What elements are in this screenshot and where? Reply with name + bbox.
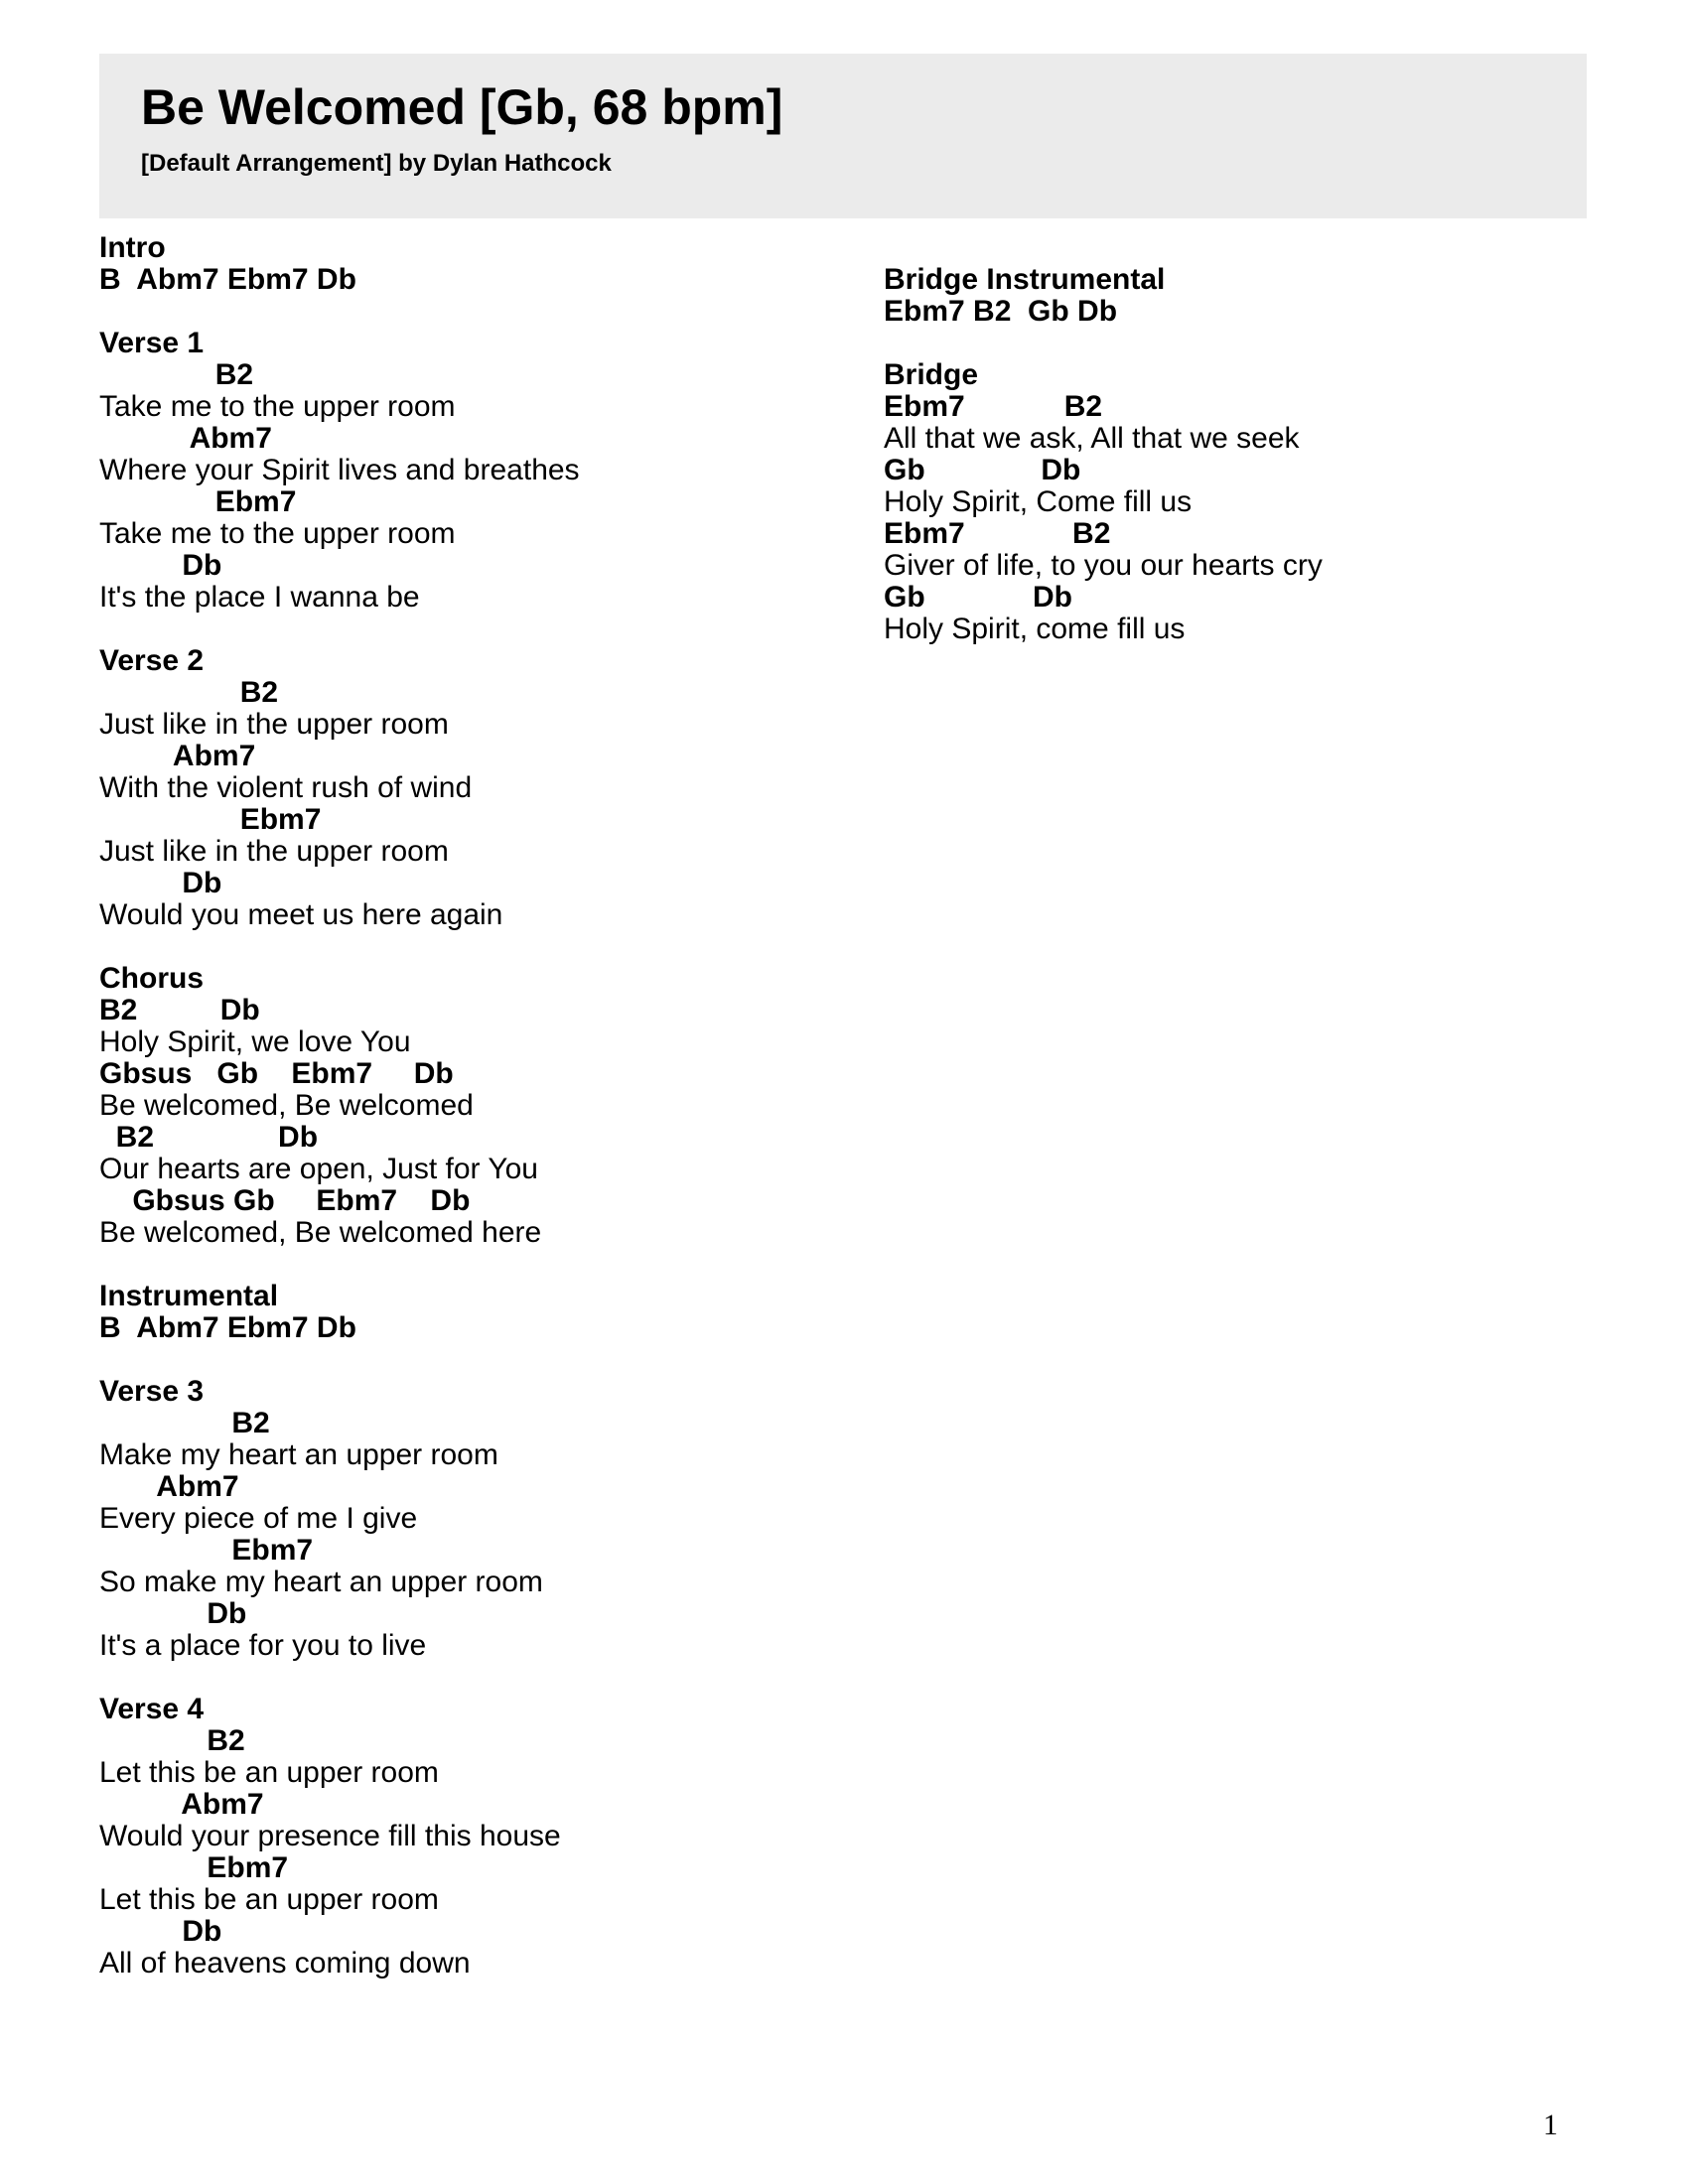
chord-line: Db xyxy=(99,1915,222,1948)
song-section xyxy=(884,264,1638,328)
lyric-line: Holy Spirit, we love You xyxy=(99,1025,411,1058)
chord-line: B2 xyxy=(99,1724,245,1757)
song-section xyxy=(884,359,1638,645)
lyric-line: Giver of life, to you our hearts cry xyxy=(884,549,1323,582)
section-title: Verse 4 xyxy=(99,1693,205,1725)
chord-line: Ebm7 B2 xyxy=(884,390,1103,423)
song-section xyxy=(99,328,854,614)
lyric-line: Let this be an upper room xyxy=(99,1883,439,1916)
chord-line: Db xyxy=(99,549,222,582)
chord-line: Abm7 xyxy=(99,422,272,455)
lyric-line: Every piece of me I give xyxy=(99,1502,418,1535)
chord-line: B Abm7 Ebm7 Db xyxy=(99,263,356,296)
lyric-line: All of heavens coming down xyxy=(99,1947,471,1979)
section-title: Intro xyxy=(99,231,166,264)
lyric-line: Just like in the upper room xyxy=(99,708,449,741)
lyric-line: So make my heart an upper room xyxy=(99,1566,543,1598)
chord-line: Ebm7 B2 Gb Db xyxy=(884,295,1118,328)
right-column xyxy=(884,264,1638,677)
lyric-line: It's the place I wanna be xyxy=(99,581,420,614)
lyric-line: Would your presence fill this house xyxy=(99,1820,561,1852)
chord-line: Ebm7 B2 xyxy=(884,517,1111,550)
section-title: Verse 1 xyxy=(99,327,205,359)
chord-line: B2 Db xyxy=(99,1121,319,1154)
chord-line: Gb Db xyxy=(884,454,1081,486)
song-subtitle: [Default Arrangement] by Dylan Hathcock xyxy=(141,150,612,177)
chord-line: Abm7 xyxy=(99,1788,264,1821)
chord-line: B Abm7 Ebm7 Db xyxy=(99,1311,356,1344)
section-title: Instrumental xyxy=(99,1280,279,1312)
song-section xyxy=(99,1281,854,1344)
chord-line: Abm7 xyxy=(99,740,256,772)
section-title: Chorus xyxy=(99,962,204,995)
chord-line: Db xyxy=(99,867,222,899)
lyric-line: Would you meet us here again xyxy=(99,898,503,931)
chord-line: Ebm7 xyxy=(99,1534,314,1567)
lyric-line: Our hearts are open, Just for You xyxy=(99,1153,538,1185)
lyric-line: Be welcomed, Be welcomed here xyxy=(99,1216,542,1249)
song-section xyxy=(99,963,854,1249)
lyric-line: Holy Spirit, come fill us xyxy=(884,613,1186,645)
section-title: Bridge xyxy=(884,358,979,391)
chord-line: Gb Db xyxy=(884,581,1073,614)
chord-line: Db xyxy=(99,1597,247,1630)
lyric-line: It's a place for you to live xyxy=(99,1629,427,1662)
song-section xyxy=(99,1376,854,1662)
song-section xyxy=(99,1694,854,1979)
header-banner xyxy=(99,54,1587,218)
lyric-line: Be welcomed, Be welcomed xyxy=(99,1089,474,1122)
lyric-line: Take me to the upper room xyxy=(99,390,456,423)
left-column xyxy=(99,232,854,2011)
chord-line: Gbsus Gb Ebm7 Db xyxy=(99,1057,454,1090)
lyric-line: Just like in the upper room xyxy=(99,835,449,868)
song-title: Be Welcomed [Gb, 68 bpm] xyxy=(141,79,783,135)
chord-line: Ebm7 xyxy=(99,803,322,836)
song-section xyxy=(99,645,854,931)
chord-line: Abm7 xyxy=(99,1470,239,1503)
lyric-line: Let this be an upper room xyxy=(99,1756,439,1789)
section-title: Verse 3 xyxy=(99,1375,205,1408)
chord-line: B2 Db xyxy=(99,994,260,1026)
page-number: 1 xyxy=(1543,2109,1558,2141)
lyric-line: Where your Spirit lives and breathes xyxy=(99,454,580,486)
song-section xyxy=(99,232,854,296)
lyric-line: Make my heart an upper room xyxy=(99,1438,498,1471)
lyric-line: Holy Spirit, Come fill us xyxy=(884,485,1193,518)
chord-line: Ebm7 xyxy=(99,485,297,518)
chord-line: B2 xyxy=(99,676,279,709)
lyric-line: Take me to the upper room xyxy=(99,517,456,550)
chord-line: B2 xyxy=(99,1407,270,1439)
lyric-line: All that we ask, All that we seek xyxy=(884,422,1300,455)
section-title: Bridge Instrumental xyxy=(884,263,1166,296)
chord-line: B2 xyxy=(99,358,254,391)
lyric-line: With the violent rush of wind xyxy=(99,771,473,804)
chord-line: Gbsus Gb Ebm7 Db xyxy=(99,1184,471,1217)
section-title: Verse 2 xyxy=(99,644,205,677)
chord-line: Ebm7 xyxy=(99,1851,289,1884)
